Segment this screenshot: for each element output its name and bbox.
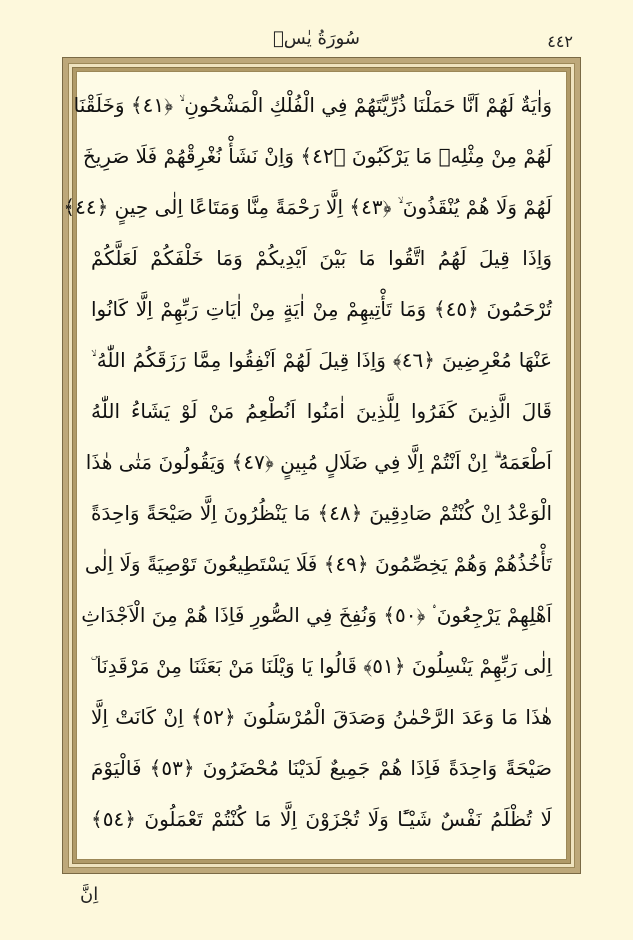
- page-header: [60, 26, 573, 56]
- verse-line-12: اِلٰى رَبِّهِمْ يَنْسِلُونَ ﴿٥١﴾ قَالُوا يَا وَيْلَنَا مَنْ بَعَثَنَا مِنْ مَرْقَدِنَا ۜ: [91, 654, 552, 678]
- verse-line-1: وَاٰيَةٌ لَهُمْ اَنَّا حَمَلْنَا ذُرِّيَّتَهُمْ فِي الْفُلْكِ الْمَشْحُونِ ۙ ﴿٤١﴾ وَخَلَقْنَا: [73, 93, 552, 117]
- verse-line-13: هٰذَا مَا وَعَدَ الرَّحْمٰنُ وَصَدَقَ الْمُرْسَلُونَ ﴿٥٢﴾ اِنْ كَانَتْ اِلَّا: [91, 705, 553, 729]
- surah-title: سُورَةُ يٰسۤ: [273, 28, 360, 49]
- verse-line-7: قَالَ الَّذِينَ كَفَرُوا لِلَّذِينَ اٰمَنُوا اَنُطْعِمُ مَنْ لَوْ يَشَاءُ اللّٰهُ: [91, 399, 552, 423]
- verse-line-9: الْوَعْدُ اِنْ كُنْتُمْ صَادِقِينَ ﴿٤٨﴾ مَا يَنْظُرُونَ اِلَّا صَيْحَةً وَاحِدَةً: [91, 501, 553, 525]
- page-number: ٤٤٢: [547, 32, 573, 51]
- verse-line-15: لَا تُظْلَمُ نَفْسٌ شَيْـًٔا وَلَا تُجْزَوْنَ اِلَّا مَا كُنْتُمْ تَعْمَلُونَ ﴿٥٤﴾: [91, 807, 552, 831]
- verse-line-10: تَأْخُذُهُمْ وَهُمْ يَخِصِّمُونَ ﴿٤٩﴾ فَلَا يَسْتَطِيعُونَ تَوْصِيَةً وَلَا اِلٰى: [84, 552, 552, 576]
- catchword: اِنَّ: [80, 884, 99, 905]
- verse-line-5: تُرْحَمُونَ ﴿٤٥﴾ وَمَا تَأْتِيهِمْ مِنْ اٰيَةٍ مِنْ اٰيَاتِ رَبِّهِمْ اِلَّا كَانُوا: [91, 297, 552, 321]
- verse-line-8: اَطْعَمَهُ ۗ اِنْ اَنْتُمْ اِلَّا فِي ضَلَالٍ مُبِينٍ ﴿٤٧﴾ وَيَقُولُونَ مَتٰى هٰذَا: [85, 450, 552, 474]
- page-frame: [62, 57, 581, 874]
- verse-line-14: صَيْحَةً وَاحِدَةً فَاِذَا هُمْ جَمِيعٌ لَدَيْنَا مُحْضَرُونَ ﴿٥٣﴾ فَالْيَوْمَ: [91, 756, 553, 780]
- verse-line-4: وَاِذَا قِيلَ لَهُمُ اتَّقُوا مَا بَيْنَ اَيْدِيكُمْ وَمَا خَلْفَكُمْ لَعَلَّكُمْ: [91, 246, 552, 270]
- verse-line-6: عَنْهَا مُعْرِضِينَ ﴿٤٦﴾ وَاِذَا قِيلَ لَهُمْ اَنْفِقُوا مِمَّا رَزَقَكُمُ اللّٰهُ ۙ: [91, 348, 553, 372]
- verse-line-2: لَهُمْ مِنْ مِثْلِهٖ مَا يَرْكَبُونَ ﴿٤٢﴾ وَاِنْ نَشَأْ نُغْرِقْهُمْ فَلَا صَرِيخَ: [82, 144, 552, 168]
- verse-line-3: لَهُمْ وَلَا هُمْ يُنْقَذُونَ ۙ ﴿٤٣﴾ اِلَّا رَحْمَةً مِنَّا وَمَتَاعًا اِلٰى حِينٍ ﴿٤٤﴾: [63, 195, 552, 219]
- verse-text-area: [63, 71, 567, 860]
- verse-line-11: اَهْلِهِمْ يَرْجِعُونَ ۟ ﴿٥٠﴾ وَنُفِخَ فِي الصُّورِ فَاِذَا هُمْ مِنَ الْاَجْدَاثِ: [81, 603, 552, 627]
